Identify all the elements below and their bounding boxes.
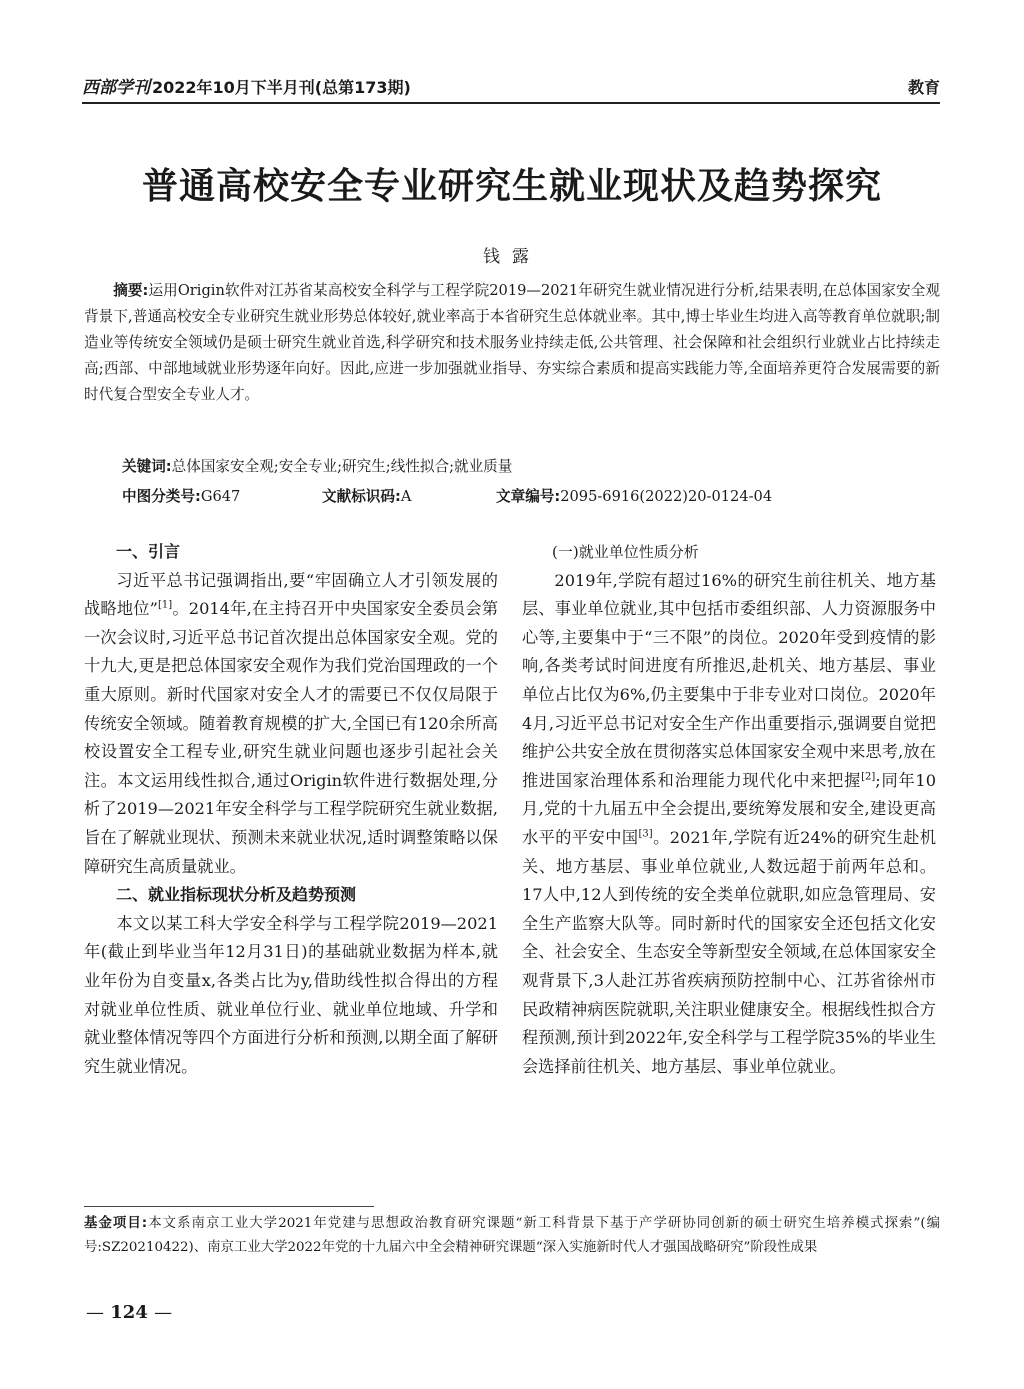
right-column — [522, 538, 936, 1081]
intro-text-b: 。2014年,在主持召开中央国家安全委员会第一次会议时,习近平总书记首次提出总体国家安全观。党的十九大,更是把总体国家安全观作为我们党治国理政的一个重大原则。新时代国家对安全人才的需要已不仅仅局限于传统安全领域。随着教育规模的扩大,全国已有120余所高校设置安全工程专业,研究生就业问题也逐步引起社会关注。本文运用线性拟合,通过Origin软件进行数据处理,分析了2019—2021年安全科学与工程学院研究生就业数据,旨在了解就业现状、预测未来就业状况,适时调整策略以保障研究生高质量就业。 — [84, 599, 499, 876]
keywords — [122, 455, 940, 479]
dash-left: — — [86, 1302, 104, 1323]
article-number-label: 文章编号: — [496, 488, 561, 505]
unit-text-c: 。2021年,学院有近24%的研究生赴机关、地方基层、事业单位就业,人数远超于前两年总和。17人中,12人到传统的安全类单位就职,如应急管理局、安全生产监察大队等。同时新时代的国家安全还包括文化安全、社会安全、生态安全等新型安全领域,在总体国家安全观背景下,3人赴江苏省疾病预防控制中心、江苏省徐州市民政精神病医院就职,关注职业健康安全。根据线性拟合方程预测,预计到2022年,安全科学与工程学院35%的毕业生会选择前往机关、地方基层、事业单位就业。 — [522, 827, 937, 1076]
article-number-value: 2095-6916(2022)20-0124-04 — [560, 488, 773, 505]
section-heading-introduction: 一、引言 — [116, 542, 181, 561]
funding-text: 本文系南京工业大学2021年党建与思想政治教育研究课题“新工科背景下基于产学研协同创新的硕士研究生培养模式探索”(编号:SZ20210422)、南京工业大学2022年党的十九届六中全会精神研究课题“深入实施新时代人才强国战略研究”阶段性成果 — [84, 1216, 940, 1255]
keywords-label: 关键词: — [122, 458, 172, 475]
unit-text-b: ;同年10月,党的十九届五中全会提出,要统筹发展和安全,建设更高水平的平安中国 — [522, 770, 936, 847]
article-author: 钱露 — [483, 247, 541, 267]
article-title: 普通高校安全专业研究生就业现状及趋势探究 — [141, 165, 882, 207]
subsection-heading-unit-nature: (一)就业单位性质分析 — [552, 543, 699, 561]
unit-text-a: 2019年,学院有超过16%的研究生前往机关、地方基层、事业单位就业,其中包括市委组织部、人力资源服务中心等,主要集中于“三不限”的岗位。2020年受到疫情的影响,各类考试时间进度有所推迟,赴机关、地方基层、事业单位占比仅为6%,仍主要集中于非专业对口岗位。2020年4月,习近平总书记对安全生产作出重要指示,强调要自觉把维护公共安全放在贯彻落实总体国家安全观中来思考,放在推进国家治理体系和治理能力现代化中来把握 — [522, 570, 936, 790]
dash-right: — — [154, 1302, 173, 1323]
analysis-paragraph: 本文以某工科大学安全科学与工程学院2019—2021年(截止到毕业当年12月31日)的基础就业数据为样本,就业年份为自变量x,各类占比为y,借助线性拟合得出的方程对就业单位性质、就业单位行业、就业单位地域、升学和就业整体情况等四个方面进行分析和预测,以期全面了解研究生就业情况。 — [84, 913, 498, 1076]
journal-issue-line — [82, 73, 411, 98]
abstract — [84, 278, 940, 408]
running-header — [82, 72, 940, 104]
intro-text-a: 习近平总书记强调指出,要“牢固确立人才引领发展的战略地位” — [84, 570, 498, 619]
journal-logo: 西部学刊 — [82, 78, 150, 98]
article-number — [496, 485, 772, 509]
doc-code-label: 文献标识码: — [322, 488, 401, 505]
abstract-text: 运用Origin软件对江苏省某高校安全科学与工程学院2019—2021年研究生就业情况进行分析,结果表明,在总体国家安全观背景下,普通高校安全专业研究生就业形势总体较好,就业率高于本省研究生总体就业率。其中,博士毕业生均进入高等教育单位就职;制造业等传统安全领域仍是硕士研究生就业首选,科学研究和技术服务业持续走低,公共管理、社会保障和社会组织行业就业占比持续走高;西部、中部地域就业形势逐年向好。因此,应进一步加强就业指导、夯实综合素质和提高实践能力等,全面培养更符合发展需要的新时代复合型安全专业人才。 — [84, 282, 940, 403]
citation-ref-2: [2] — [861, 771, 876, 783]
section-label: 教育 — [907, 78, 940, 97]
citation-ref-1: [1] — [157, 599, 173, 611]
keywords-text: 总体国家安全观;安全专业;研究生;线性拟合;就业质量 — [171, 458, 513, 475]
section-heading-analysis: 二、就业指标现状分析及趋势预测 — [116, 885, 357, 905]
footnote-divider — [84, 1206, 374, 1207]
issue-info: 2022年10月下半月刊(总第173期) — [152, 78, 411, 97]
clc-value: G647 — [200, 488, 241, 505]
clc-label: 中图分类号: — [122, 488, 201, 505]
document-code — [322, 485, 411, 509]
funding-note — [84, 1212, 940, 1260]
introduction-paragraph — [84, 567, 498, 882]
doc-code-value: A — [400, 488, 412, 505]
abstract-label: 摘要: — [113, 282, 149, 299]
unit-nature-paragraph — [522, 567, 936, 1082]
left-column — [84, 538, 498, 1081]
funding-label: 基金项目: — [84, 1216, 148, 1231]
clc-number — [122, 485, 240, 509]
page-number: 124 — [110, 1302, 148, 1323]
citation-ref-3: [3] — [638, 828, 653, 840]
page-number-footer — [86, 1302, 172, 1323]
